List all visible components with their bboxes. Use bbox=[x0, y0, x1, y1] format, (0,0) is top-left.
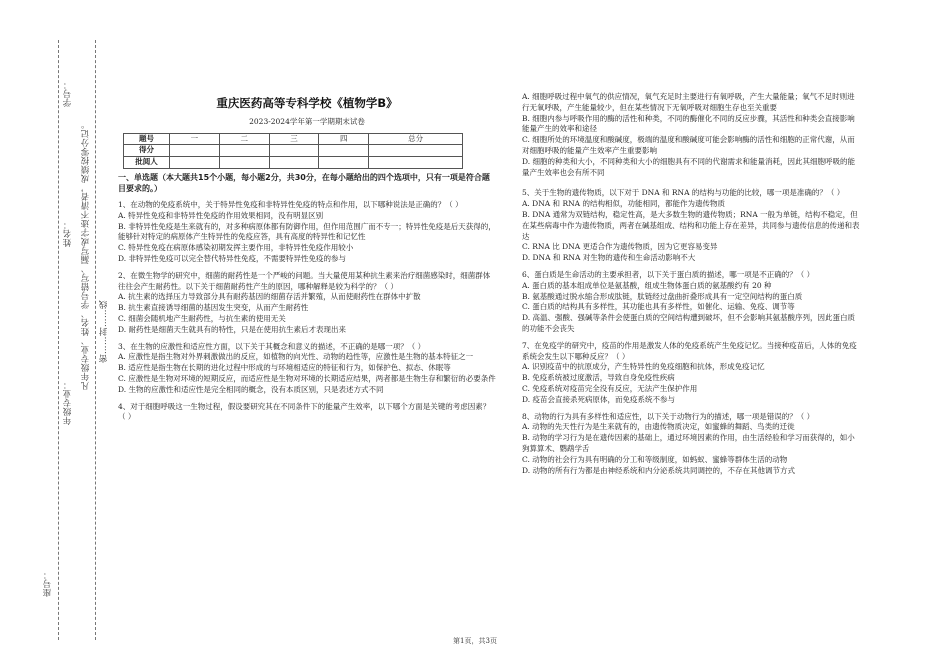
option-d[interactable]: D. DNA 和 RNA 对生物的遗传和生命活动影响不大 bbox=[522, 253, 696, 263]
question-2 bbox=[118, 271, 496, 336]
score-cell[interactable] bbox=[170, 145, 220, 157]
score-col-1: 一 bbox=[170, 133, 220, 145]
question-4 bbox=[118, 402, 496, 424]
option-a[interactable]: A. 应激性是指生物对外界刺激做出的反应，如植物的向光性、动物的趋性等，应激性是生物的基本特征之一 bbox=[118, 352, 474, 362]
option-d[interactable]: D. 非特异性免疫可以完全替代特异性免疫，不需要特异性免疫的参与 bbox=[118, 253, 347, 263]
option-c[interactable]: C. 动物的社会行为具有明确的分工和等级制度，如蚂蚁、蜜蜂等群体生活的动物 bbox=[522, 454, 788, 464]
score-col-label: 题号 bbox=[124, 133, 170, 145]
right-column bbox=[522, 92, 862, 476]
question-stem: 7、在免疫学的研究中，疫苗的作用是激发人体的免疫系统产生免疫记忆。当接种疫苗后，人体的免疫系统会发生以下哪种反应？（ ） bbox=[522, 340, 857, 361]
exam-subtitle: 2023-2024学年第一学期期末试卷 bbox=[249, 116, 365, 126]
option-d[interactable]: D. 高温、强酸、强碱等条件会使蛋白质的空间结构遭到破坏，但不会影响其氨基酸序列，因此蛋白质的功能不会丧失 bbox=[522, 313, 856, 333]
question-stem: 6、蛋白质是生命活动的主要承担者，以下关于蛋白质的描述，哪一项是不正确的？（ ） bbox=[522, 269, 815, 279]
option-d[interactable]: D. 动物的所有行为都是由神经系统和内分泌系统共同调控的，不存在其他调节方式 bbox=[522, 465, 796, 475]
reviewer-row-label: 批阅人 bbox=[124, 157, 170, 169]
option-b[interactable]: B. 免疫系统被过度激活，导致自身免疫性疾病 bbox=[522, 373, 675, 383]
question-7 bbox=[522, 341, 862, 406]
option-b[interactable]: B. 抗生素直接诱导细菌的基因发生突变，从而产生耐药性 bbox=[118, 303, 309, 313]
question-stem: 4、对于细胞呼吸这一生物过程，假设要研究其在不同条件下的能量产生效率，以下哪个方面是关键的考虑因素？（ ） bbox=[118, 401, 491, 422]
score-cell[interactable] bbox=[319, 145, 369, 157]
option-c[interactable]: C. RNA 比 DNA 更适合作为遗传物质，因为它更容易变异 bbox=[522, 242, 718, 252]
reviewer-cell[interactable] bbox=[170, 157, 220, 169]
option-c[interactable]: C. 免疫系统对疫苗完全没有反应，无法产生保护作用 bbox=[522, 383, 698, 393]
option-a[interactable]: A. DNA 和 RNA 的结构相似，功能相同，都能作为遗传物质 bbox=[522, 199, 725, 209]
option-d[interactable]: D. 细胞的种类和大小，不同种类和大小的细胞具有不同的代谢需求和能量消耗，因此其细胞呼吸的能量产生效率也会有所不同 bbox=[522, 156, 856, 177]
reviewer-cell[interactable] bbox=[369, 157, 463, 169]
name-label: 姓名： bbox=[63, 220, 73, 247]
option-d[interactable]: D. 生物的应激性和适应性是完全相同的概念，没有本质区别，只是表述方式不同 bbox=[118, 384, 384, 394]
question-stem: 5、关于生物的遗传物质，以下对于 DNA 和 RNA 的结构与功能的比较，哪一项是准确的？（ ） bbox=[522, 188, 845, 198]
reviewer-cell[interactable] bbox=[319, 157, 369, 169]
score-table bbox=[123, 133, 463, 169]
binding-warning: 凡年级专业、姓名、学号错写、漏写或字迹不清者，成绩按零分记。 bbox=[81, 120, 91, 390]
score-cell[interactable] bbox=[219, 145, 269, 157]
option-d[interactable]: D. 耐药性是细菌天生就具有的特性，只是在使用抗生素后才表现出来 bbox=[118, 324, 347, 334]
question-6 bbox=[522, 270, 862, 335]
score-row-label: 得分 bbox=[124, 145, 170, 157]
question-5 bbox=[522, 188, 862, 264]
seal-mark: 密……封……线 bbox=[99, 300, 109, 363]
section-heading: 一、单选题（本大题共15个小题，每小题2分，共30分，在每小题给出的四个选项中，只有一项是符合题目要求的。） bbox=[118, 172, 490, 193]
option-c[interactable]: C. 细菌会随机地产生耐药性，与抗生素的使用无关 bbox=[118, 313, 286, 323]
option-b[interactable]: B. DNA 通常为双链结构，稳定性高，是大多数生物的遗传物质；RNA 一般为单链，结构不稳定，但在某些病毒中作为遗传物质，两者在碱基组成、结构和功能上存在差异，共同参与遗传信息的传递和表达 bbox=[522, 209, 860, 241]
binding-margin bbox=[20, 40, 115, 650]
option-d[interactable]: D. 疫苗会直接杀死病原体，而免疫系统不参与 bbox=[522, 394, 676, 404]
score-col-2: 二 bbox=[219, 133, 269, 145]
score-table-header-row bbox=[124, 133, 463, 145]
left-column bbox=[118, 98, 496, 423]
question-stem: 3、在生物的应激性和适应性方面，以下关于其概念和意义的描述，不正确的是哪一项？（ ） bbox=[118, 341, 426, 351]
option-b[interactable]: B. 动物的学习行为是在遗传因素的基础上，通过环境因素的作用，由生活经验和学习而获得的，如小狗算算术、鹦鹉学舌 bbox=[522, 433, 855, 453]
option-b[interactable]: B. 非特异性免疫是生来就有的，对多种病原体都有防御作用，但作用范围广而不专一；特异性免疫是后天获得的，能够针对特定的病原体产生特异性的免疫应答，具有高度的特异性和记忆性 bbox=[118, 221, 496, 242]
seat-label: 座号： bbox=[43, 570, 53, 597]
question-8 bbox=[522, 412, 862, 477]
seal-dashed-line bbox=[58, 40, 59, 640]
question-1 bbox=[118, 200, 496, 265]
question-stem: 1、在动物的免疫系统中，关于特异性免疫和非特异性免疫的特点和作用，以下哪种说法是正确的？（ ） bbox=[118, 199, 463, 209]
option-c[interactable]: C. 细胞所处的环境温度和酸碱度，极端的温度和酸碱度可能会影响酶的活性和细胞的正常代谢，从而对细胞呼吸的能量产生效率产生重要影响 bbox=[522, 135, 855, 155]
option-b[interactable]: B. 氨基酸通过脱水缩合形成肽链，肽链经过盘曲折叠形成具有一定空间结构的蛋白质 bbox=[522, 291, 803, 301]
option-a[interactable]: A. 蛋白质的基本组成单位是氨基酸，组成生物体蛋白质的氨基酸约有 20 种 bbox=[522, 280, 772, 290]
exam-title: 重庆医药高等专科学校《植物学B》 bbox=[216, 96, 398, 110]
reviewer-cell[interactable] bbox=[219, 157, 269, 169]
page-footer: 第1页，共3页 bbox=[453, 637, 497, 645]
score-col-4: 四 bbox=[319, 133, 369, 145]
question-stem: 2、在微生物学的研究中，细菌的耐药性是一个严峻的问题。当大量使用某种抗生素来治疗细菌感染时，细菌群体往往会产生耐药性。以下关于细菌耐药性产生的原因，哪种解释是较为科学的？（ ） bbox=[118, 270, 491, 291]
score-col-3: 三 bbox=[269, 133, 319, 145]
id-label: 学号： bbox=[63, 80, 73, 107]
seal-dashed-line-2 bbox=[95, 40, 96, 640]
question-stem: 8、动物的行为具有多样性和适应性，以下关于动物行为的描述，哪一项是错误的？（ ） bbox=[522, 411, 815, 421]
option-a[interactable]: A. 动物的先天性行为是生来就有的，由遗传物质决定，如蜜蜂的舞蹈、鸟类的迁徙 bbox=[522, 422, 795, 432]
option-b[interactable]: B. 细胞内参与呼吸作用的酶的活性和种类，不同的酶催化不同的反应步骤，其活性和种类会直接影响能量产生的效率和途径 bbox=[522, 113, 855, 134]
score-cell[interactable] bbox=[369, 145, 463, 157]
score-cell[interactable] bbox=[269, 145, 319, 157]
option-a[interactable]: A. 抗生素的选择压力导致部分具有耐药基因的细菌存活并繁殖，从而使耐药性在群体中扩散 bbox=[118, 292, 421, 302]
question-3 bbox=[118, 342, 496, 396]
reviewer-row bbox=[124, 157, 463, 169]
score-col-total: 总分 bbox=[369, 133, 463, 145]
option-b[interactable]: B. 适应性是指生物在长期的进化过程中形成的与环境相适应的特征和行为，如保护色、拟态、休眠等 bbox=[118, 363, 451, 373]
question-4-options bbox=[522, 92, 862, 178]
option-c[interactable]: C. 特异性免疫在病原体感染初期发挥主要作用，非特异性免疫作用较小 bbox=[118, 243, 354, 253]
option-a[interactable]: A. 细胞呼吸过程中氧气的供应情况，氧气充足时主要进行有氧呼吸，产生大量能量；氧气不足时则进行无氧呼吸，产生能量较少，但在某些情况下无氧呼吸对细胞生存也至关重要 bbox=[522, 92, 855, 112]
option-a[interactable]: A. 特异性免疫和非特异性免疫的作用效果相同，没有明显区别 bbox=[118, 210, 324, 220]
option-c[interactable]: C. 蛋白质的结构具有多样性，其功能也具有多样性，如催化、运输、免疫、调节等 bbox=[522, 302, 795, 312]
score-row bbox=[124, 145, 463, 157]
reviewer-cell[interactable] bbox=[269, 157, 319, 169]
option-c[interactable]: C. 应激性是生物对环境的短期反应，而适应性是生物对环境的长期适应结果，两者都是生物生存和繁衍的必要条件 bbox=[118, 373, 496, 383]
option-a[interactable]: A. 识别疫苗中的抗原成分，产生特异性的免疫细胞和抗体，形成免疫记忆 bbox=[522, 362, 765, 372]
class-label: 年级专业： bbox=[63, 380, 73, 425]
